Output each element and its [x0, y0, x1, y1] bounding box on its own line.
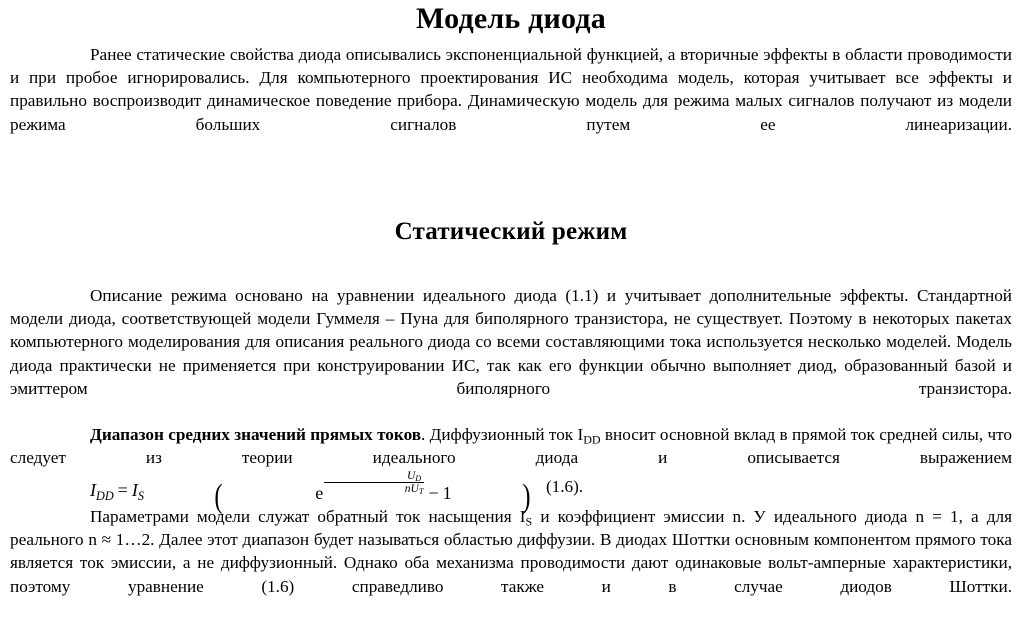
formula-one: 1	[442, 482, 452, 503]
formula-lhs-subscript: DD	[96, 488, 114, 503]
formula-equation-tag: (1.6).	[545, 476, 584, 496]
formula-numerator-subscript: D	[415, 473, 422, 483]
formula-exponent-numerator	[324, 470, 425, 483]
formula-rhs-variable: I	[131, 479, 138, 500]
paragraph-diffusion-range	[10, 423, 1012, 515]
page-title: Модель диода	[416, 2, 606, 35]
parameters-text-part-2: и коэффициент эмиссии n. У идеального диода n = 1, а для реального n ≈ 1…2. Далее этот диапазон будет называться областью диффузии. В диодах Шоттки основным компонентом прямого тока является ток эмиссии, а не диффузионный. Однако оба механизма проводимости дают одинаковые вольт-амперные характеристики, поэтому уравнение (1.6) справедливо также и в случае диодов Шоттки.	[10, 507, 1012, 596]
section-spacer-top	[10, 159, 1012, 217]
formula-idd: $I_{DD} = I_S$ ( e $\frac{U_D}{nU_T}$ − 1 )	[90, 469, 531, 515]
formula-exponent-denominator	[324, 483, 425, 495]
paragraph-intro: Ранее статические свойства диода описывались экспоненциальной функцией, а вторичные эффекты в области проводимости и при пробое игнорировались. Для компьютерного проектирования ИС необходима модель, которая учитывает все эффекты и правильно воспроизводит динамическое поведение прибора. Динамическую модель для режима малых сигналов получают из модели режима больших сигналов путем ее линеаризации.	[10, 45, 1012, 134]
formula-exponent-fraction	[324, 470, 425, 495]
formula-denominator-variable: U	[410, 482, 419, 495]
title-spacer	[10, 36, 1012, 43]
parameters-subscript-s: S	[525, 514, 533, 529]
paragraph-parameters	[10, 505, 1012, 621]
formula-denominator-coefficient: n	[404, 482, 411, 495]
formula-minus-sign: −	[428, 482, 439, 503]
formula-denominator-subscript: T	[418, 486, 424, 496]
parameters-text-part-1: Параметрами модели служат обратный ток насыщения I	[90, 507, 526, 527]
formula-exponential	[235, 470, 451, 505]
formula-rhs-subscript: S	[137, 488, 144, 503]
diffusion-range-lead: Диапазон средних значений прямых токов	[90, 425, 422, 445]
section-spacer-bottom	[10, 246, 1012, 284]
formula-numerator-variable: U	[406, 469, 416, 482]
diffusion-text-part-2: вносит основной вклад в прямой ток средней силы, что следует из теории идеального диода и описывается выражением	[10, 425, 1012, 468]
paragraph-static-mode: Описание режима основано на уравнении идеального диода (1.1) и учитывает дополнительные эффекты. Стандартной модели диода, соответствующей модели Гуммеля – Пуна для биполярного транзистора, не существует. Поэтому в некоторых пакетах компьютерного моделирования для описания реального диода со всеми составляющими тока используется несколько моделей. Модель диода практически не применяется при конструировании ИС, так как его функции обычно выполняет диод, образованный базой и эмиттером биполярного транзистора.	[10, 286, 1012, 398]
formula-lhs-variable: I	[90, 479, 96, 500]
formula-exp-base: e	[315, 482, 324, 503]
diffusion-text-part-1: . Диффузионный ток I	[421, 425, 584, 445]
section-title: Статический режим	[394, 218, 628, 246]
formula-equals-sign: =	[117, 479, 128, 500]
diffusion-subscript-dd: DD	[583, 432, 601, 447]
